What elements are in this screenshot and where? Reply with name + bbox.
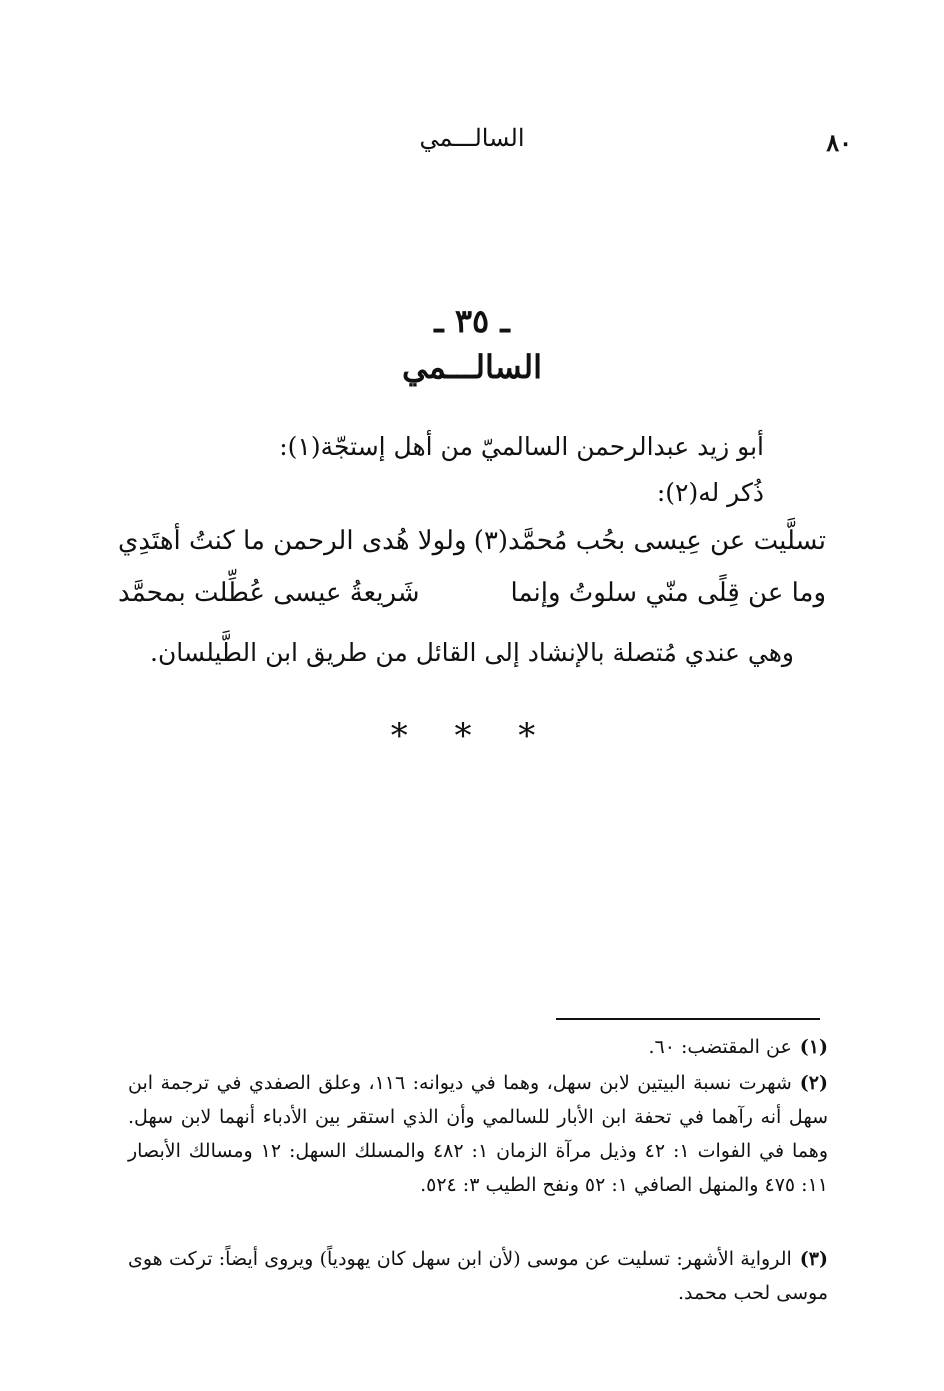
footnote-3 [128, 1242, 828, 1310]
verse-1-first-hemistich: تسلَّيت عن عِيسى بحُب مُحمَّد(٣) [473, 526, 826, 556]
intro-line-2: ذُكر له(٢): [656, 478, 764, 507]
footnote-2-marker: (٢) [799, 1072, 828, 1094]
footnote-2 [128, 1066, 828, 1202]
intro-line-1: أبو زيد عبدالرحمن السالميّ من أهل إستجّة(١): [279, 432, 764, 461]
entry-number: ـ ٣٥ ـ [434, 302, 510, 340]
footnote-2-text: شهرت نسبة البيتين لابن سهل، وهما في ديوانه: ١١٦، وعلق الصفدي في ترجمة ابن سهل أنه رآهما في تحفة ابن الأبار للسالمي وأن الذي استقر بين الأدباء أنهما لابن سهل. وهما في الفوات ١: ٤٢ وذيل مرآة الزمان ١: ٤٨٢ والمسلك السهل: ١٢ ومسالك الأبصار ١١: ٤٧٥ والمنهل الصافي ١: ٥٢ ونفح الطيب ٣: ٥٢٤. [128, 1072, 829, 1196]
page-number: ٨٠ [826, 128, 852, 157]
section-separator: * * * [390, 716, 554, 756]
verse-2 [118, 578, 826, 622]
closing-note: وهي عندي مُتصلة بالإنشاد إلى القائل من طريق ابن الطَّيلسان. [150, 638, 794, 667]
running-title: السالـــمي [419, 124, 525, 152]
verse-2-second-hemistich: شَريعةُ عيسى عُطِّلت بمحمَّد [118, 578, 420, 608]
footnote-3-text: الرواية الأشهر: تسليت عن موسى (لأن ابن سهل كان يهودياً) ويروى أيضاً: تركت هوى موسى لحب محمد. [128, 1248, 828, 1304]
entry-title: السالـــمي [402, 348, 542, 386]
verse-1-second-hemistich: ولولا هُدى الرحمن ما كنتُ أهتَدِي [118, 526, 467, 556]
footnote-1 [128, 1030, 828, 1064]
footnote-1-text: عن المقتضب: ٦٠. [648, 1036, 792, 1058]
footnote-3-marker: (٣) [799, 1248, 828, 1270]
footnote-divider [556, 1018, 820, 1020]
verse-1 [118, 526, 826, 570]
verse-2-first-hemistich: وما عن قِلًى منّي سلوتُ وإنما [510, 578, 826, 608]
footnote-1-marker: (١) [799, 1036, 828, 1058]
